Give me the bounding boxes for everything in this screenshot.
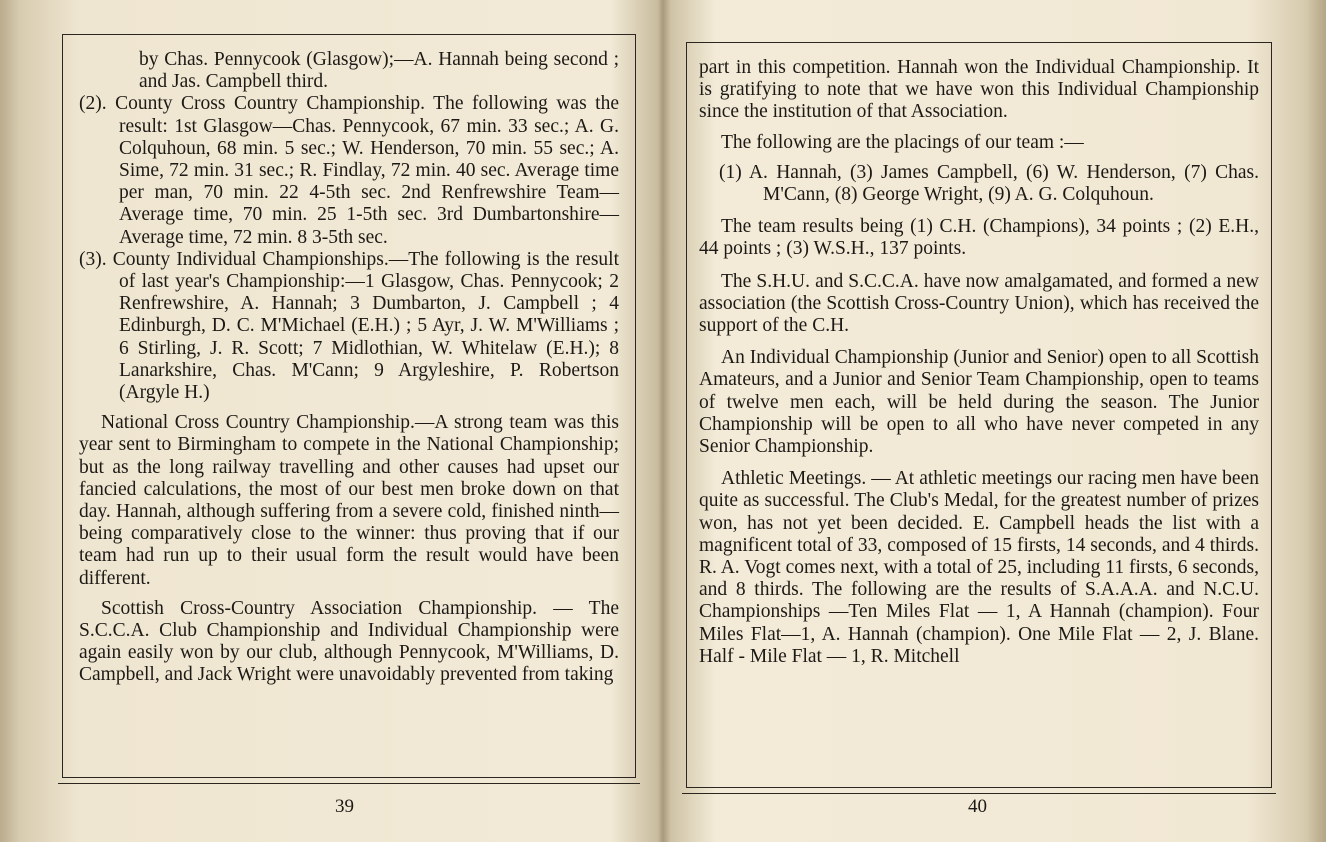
page-number: 40 (968, 796, 987, 817)
paragraph: Scottish Cross-Country Association Championship. — The S.C.C.A. Club Championship and Individual Championship were again easily won by our club, although Pennycook, M'Williams, D. Campbell, and Jack Wright were unavoidably prevented from taking (79, 597, 619, 686)
left-page-text (79, 49, 619, 687)
paragraph: The S.H.U. and S.C.C.A. have now amalgamated, and formed a new association (the Scottish Cross-Country Union), which has received the support of the C.H. (699, 270, 1259, 337)
paragraph: National Cross Country Championship.—A strong team was this year sent to Birmingham to compete in the National Championship; but as the long railway travelling and other causes had upset our fancied calculations, the most of our best men broke down on that day. Hannah, although suffering from a severe cold, finished ninth—being comparatively close to the winner: thus proving that if our team had run up to their usual form the result would have been different. (79, 412, 619, 589)
paragraph: Athletic Meetings. — At athletic meetings our racing men have been quite as successful. The Club's Medal, for the greatest number of prizes won, has not yet been decided. E. Campbell heads the list with a magnificent total of 33, composed of 15 firsts, 14 seconds, and 4 thirds. R. A. Vogt comes next, with a total of 25, including 11 firsts, 6 seconds, and 8 thirds. The following are the results of S.A.A.A. and N.C.U. Championships —Ten Miles Flat — 1, A Hannah (champion). Four Miles Flat—1, A. Hannah (champion). One Mile Flat — 2, J. Blane. Half - Mile Flat — 1, R. Mitchell (699, 468, 1259, 667)
left-page-border (62, 34, 636, 778)
paragraph: The team results being (1) C.H. (Champions), 34 points ; (2) E.H., 44 points ; (3) W.S.H., 137 points. (699, 216, 1259, 260)
paragraph: (3). County Individual Championships.—The following is the result of last year's Championship:—1 Glasgow, Chas. Pennycook; 2 Renfrewshire, A. Hannah; 3 Dumbarton, J. Campbell ; 4 Edinburgh, D. C. M'Michael (E.H.) ; 5 Ayr, J. W. M'Williams ; 6 Stirling, J. R. Scott; 7 Midlothian, W. Whitelaw (E.H.); 8 Lanarkshire, Chas. M'Cann; 9 Argyleshire, P. Robertson (Argyle H.) (79, 248, 619, 404)
left-page (0, 0, 660, 842)
paragraph: part in this competition. Hannah won the Individual Championship. It is gratifying to note that we have won this Individual Championship since the institution of that Association. (699, 57, 1259, 123)
paragraph: An Individual Championship (Junior and Senior) open to all Scottish Amateurs, and a Junior and Senior Team Championship, open to teams of twelve men each, will be held during the season. The Junior Championship will be open to all who have never competed in any Senior Championship. (699, 347, 1259, 458)
paragraph: The following are the placings of our team :— (721, 131, 1084, 153)
paragraph: (1) A. Hannah, (3) James Campbell, (6) W. Henderson, (7) Chas. M'Cann, (8) George Wright, (9) A. G. Colquhoun. (719, 161, 1259, 206)
paragraph: (2). County Cross Country Championship. The following was the result: 1st Glasgow—Chas. Pennycook, 67 min. 33 sec.; A. G. Colquhoun, 68 min. 5 sec.; W. Henderson, 70 min. 55 sec.; A. Sime, 72 min. 31 sec.; R. Findlay, 72 min. 40 sec. Average time per man, 70 min. 22 4-5th sec. 2nd Renfrewshire Team—Average time, 70 min. 25 1-5th sec. 3rd Dumbartonshire—Average time, 72 min. 8 3-5th sec. (79, 93, 619, 248)
page-number: 39 (335, 796, 354, 817)
right-page (664, 0, 1326, 842)
paragraph: by Chas. Pennycook (Glasgow);—A. Hannah being second ; and Jas. Campbell third. (139, 49, 619, 93)
right-page-text (699, 57, 1259, 668)
right-page-border (686, 42, 1272, 788)
